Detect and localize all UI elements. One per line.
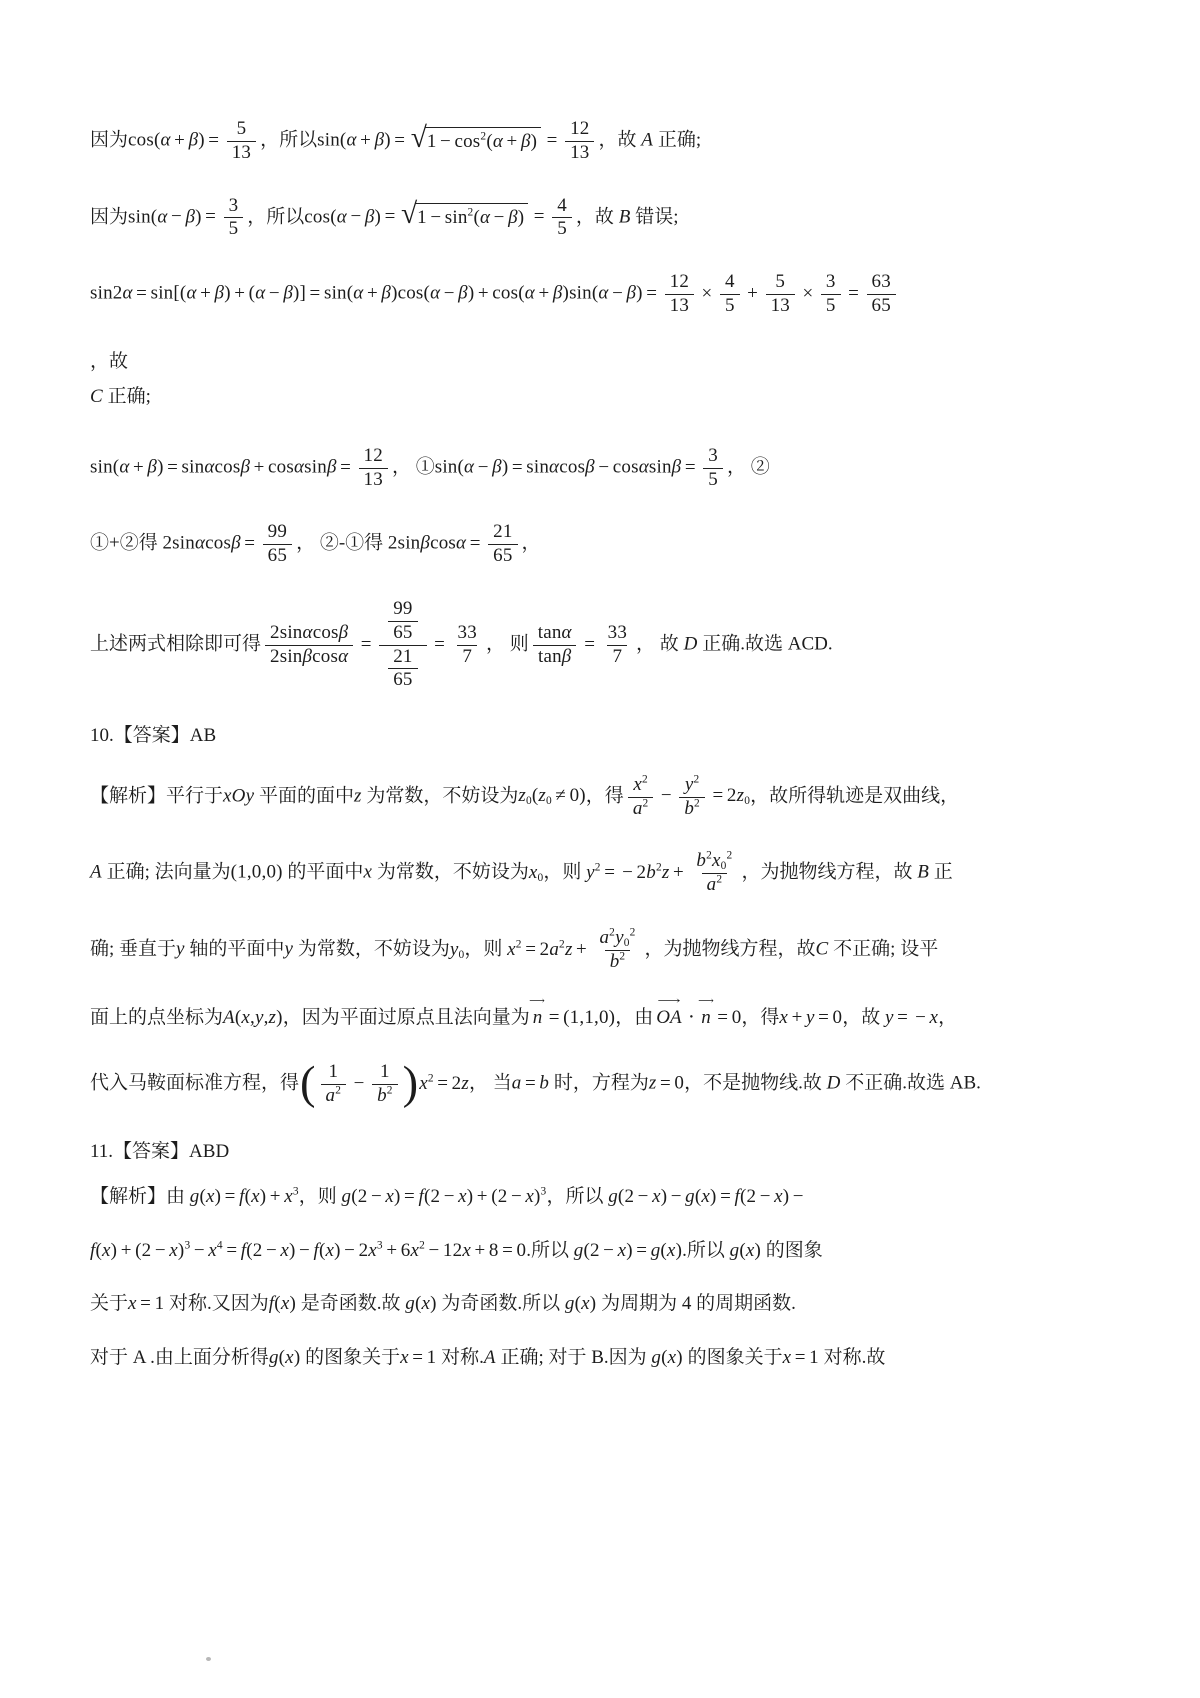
text-run: 不正确.故选 AB. xyxy=(840,1072,981,1094)
denominator xyxy=(388,621,417,645)
math-run: 4 xyxy=(724,271,735,293)
math-run: x = 1 xyxy=(128,1293,165,1315)
fraction xyxy=(628,774,654,821)
radicand xyxy=(425,127,541,154)
fraction xyxy=(533,622,577,669)
math-run: 21 xyxy=(393,645,413,667)
math-run: $x_0$ xyxy=(528,862,544,884)
text-run: 时，方程为 xyxy=(549,1072,649,1094)
math-run: 65 xyxy=(393,669,413,691)
text-run: 为常数，不妨设为 xyxy=(293,938,450,960)
text-run: 正 xyxy=(929,862,953,884)
vector-arrow: ⟶ xyxy=(657,996,681,1008)
math-run: = xyxy=(434,633,446,655)
fraction xyxy=(321,1061,347,1108)
fraction xyxy=(679,774,705,821)
line-7 xyxy=(90,521,1125,568)
numerator xyxy=(821,271,841,294)
text-run: 【解析】由 xyxy=(90,1186,190,1208)
denominator xyxy=(867,294,896,318)
fraction xyxy=(594,927,640,974)
numerator xyxy=(375,1061,395,1084)
line-12 xyxy=(90,927,1125,974)
math-run: x xyxy=(363,862,373,884)
fraction xyxy=(665,271,694,318)
denominator xyxy=(224,217,244,241)
math-run: 33 xyxy=(457,621,477,643)
math-run: cos(α + β) = xyxy=(128,129,220,151)
math-run: sin(α + β) = xyxy=(317,129,406,151)
math-run: sin(α − β) = sinαcosβ − cosαsinβ = xyxy=(434,456,696,478)
numerator xyxy=(770,271,790,294)
line-4 xyxy=(90,348,1125,376)
math-run: = xyxy=(848,282,860,304)
math-run: 2sinβcosα = xyxy=(387,533,481,555)
math-run: g(x) xyxy=(651,1346,683,1368)
fraction xyxy=(720,271,740,318)
text-run: ，所以 xyxy=(546,1186,609,1208)
text-run: 的平面中 xyxy=(282,862,364,884)
math-run: 7 xyxy=(462,645,473,667)
math-run: g(x) xyxy=(564,1293,597,1315)
math-run: g(2 − x) = g(x) xyxy=(573,1239,683,1261)
denominator xyxy=(552,217,572,241)
text-run: 为周期为 4 的周期函数. xyxy=(596,1293,796,1315)
fraction xyxy=(552,195,572,242)
denominator xyxy=(265,645,353,669)
math-run: g(x) xyxy=(268,1346,301,1368)
math-run: A xyxy=(641,129,654,151)
math-run: $x^2 = 2z$ xyxy=(419,1072,469,1094)
numerator xyxy=(224,195,244,218)
math-run: − xyxy=(353,1072,365,1094)
text-run: 对称. xyxy=(436,1346,484,1368)
numerator xyxy=(488,521,517,544)
document-body xyxy=(90,118,1125,1371)
math-run: z xyxy=(353,785,362,807)
fraction xyxy=(265,622,353,669)
math-run: g(x) xyxy=(729,1239,762,1261)
math-run: y xyxy=(176,938,185,960)
radical-sign: √ xyxy=(410,121,427,154)
text-run: 正确; xyxy=(653,129,702,151)
big-paren: ( xyxy=(300,1058,316,1110)
text-run: 错误; xyxy=(630,206,679,228)
text-run: .所以 xyxy=(682,1239,730,1261)
numerator xyxy=(680,774,705,797)
text-run: 【解析】平行于 xyxy=(90,785,224,807)
line-14 xyxy=(90,1058,1125,1110)
text-run: ①+②得 xyxy=(90,533,163,555)
text-run: ，则 xyxy=(543,862,587,884)
denominator xyxy=(720,294,740,318)
math-run: A xyxy=(483,1346,496,1368)
math-run: g(2 − x) − g(x) = f(2 − x) − xyxy=(608,1186,804,1208)
line-5 xyxy=(90,383,1125,411)
fraction xyxy=(603,622,632,669)
math-run: $b^2$ xyxy=(684,797,700,819)
text-run: 10.【答案】AB xyxy=(90,725,217,747)
line-2 xyxy=(90,195,1125,242)
line-15 xyxy=(90,1138,1125,1166)
math-run: tanβ xyxy=(537,645,572,667)
text-run: ，故 xyxy=(598,129,642,151)
math-run: 5 xyxy=(708,468,718,490)
numerator xyxy=(603,622,632,645)
math-run: 65 xyxy=(393,621,413,643)
text-run: .所以 xyxy=(526,1239,574,1261)
math-run: 4 xyxy=(557,194,567,216)
math-run: 12 xyxy=(669,271,690,293)
math-run: ⋅ xyxy=(688,1006,695,1028)
line-3 xyxy=(90,271,1125,318)
numerator xyxy=(323,1061,343,1084)
text-run: 平面的面中 xyxy=(254,785,354,807)
text-run: ，为抛物线方程，故 xyxy=(644,938,816,960)
line-1 xyxy=(90,118,1125,165)
text-run: 正确.故选 ACD. xyxy=(697,633,833,655)
text-run: 的图象 xyxy=(761,1239,823,1261)
text-run: 上述两式相除即可得 xyxy=(90,633,262,655)
math-run: $x^2$ xyxy=(633,773,648,795)
numerator xyxy=(388,646,417,669)
denominator xyxy=(703,468,723,492)
math-run: 5 xyxy=(236,118,247,139)
line-16 xyxy=(90,1183,1125,1211)
math-run: 2sinαcosβ xyxy=(270,621,349,643)
math-run: = (1,1,0) xyxy=(548,1006,616,1028)
radicand xyxy=(415,203,528,230)
denominator xyxy=(321,1084,347,1108)
numerator xyxy=(867,271,896,294)
math-run: 21 xyxy=(493,521,513,543)
math-run: f(x) xyxy=(268,1293,296,1315)
text-run: 正确; xyxy=(102,386,151,408)
math-run: $a^2$ xyxy=(632,797,649,819)
math-run: A(x,y,z) xyxy=(223,1006,283,1028)
fraction xyxy=(703,445,723,492)
line-11 xyxy=(90,850,1125,897)
denominator xyxy=(605,950,631,974)
math-run: 13 xyxy=(669,294,690,316)
text-run: 对称.故 xyxy=(818,1346,886,1368)
text-run: ，所以 xyxy=(247,206,305,228)
text-run: 为奇函数.所以 xyxy=(436,1293,565,1315)
denominator xyxy=(679,797,705,821)
text-run: ， ① xyxy=(391,456,435,478)
math-run: 1 xyxy=(380,1061,390,1083)
math-run: = $2z_0$ xyxy=(712,785,751,808)
vector-arrow: ⟶ xyxy=(529,996,546,1008)
math-run: $z_0(z_0 \ne 0)$ xyxy=(518,785,586,808)
math-run: sin2α = sin[(α + β) + (α − β)] = sin(α + β)cos(α − β) + cos(α + β)sin(α − β) = xyxy=(90,282,658,304)
line-10 xyxy=(90,774,1125,821)
text-run: ，故所得轨迹是双曲线， xyxy=(750,785,960,807)
math-run: $1 - \cos^2(\alpha + \beta)$ xyxy=(426,130,538,152)
denominator xyxy=(665,294,694,318)
math-run: $b^2$ xyxy=(377,1084,393,1106)
numerator xyxy=(628,774,653,797)
text-run: ，得 xyxy=(585,785,624,807)
text-run: ，由 xyxy=(615,1006,654,1028)
text-run: ，得 xyxy=(741,1006,780,1028)
math-run: y xyxy=(284,938,294,960)
math-run: $b^2x_0^2$ xyxy=(696,849,733,873)
math-run: $y^2$ xyxy=(684,773,700,795)
math-run: 33 xyxy=(607,621,628,643)
line-18 xyxy=(90,1290,1125,1318)
fraction xyxy=(821,271,841,318)
math-run: 2sinβcosα xyxy=(270,645,349,667)
math-run: 5 xyxy=(557,218,567,240)
text-run: ，因为平面过原点且法向量为 xyxy=(282,1006,530,1028)
text-run: 代入马鞍面标准方程，得 xyxy=(90,1072,300,1094)
vector: ⟶ n xyxy=(529,996,546,1028)
denominator xyxy=(607,645,627,669)
denominator xyxy=(457,645,477,669)
math-run: $b^2$ xyxy=(609,950,626,972)
math-run: = xyxy=(360,633,372,655)
text-run: ，不是抛物线.故 xyxy=(684,1072,827,1094)
math-run: C xyxy=(90,386,103,408)
math-run: D xyxy=(826,1072,841,1094)
fraction xyxy=(263,521,292,568)
radical-sign: √ xyxy=(400,198,418,231)
math-run: 13 xyxy=(231,141,252,163)
fraction xyxy=(565,118,594,165)
denominator xyxy=(565,141,594,165)
math-run: x = 1 xyxy=(400,1346,437,1368)
math-run: A xyxy=(90,862,102,884)
numerator xyxy=(263,521,292,544)
text-run: ，则 xyxy=(464,938,508,960)
text-run: 的图象关于 xyxy=(300,1346,401,1368)
text-run: 因为 xyxy=(90,129,129,151)
numerator xyxy=(565,118,594,141)
math-run: $g(2 - x) = f(2 - x) + (2 - x)^3$ xyxy=(341,1185,547,1208)
fraction xyxy=(488,521,517,568)
fraction xyxy=(867,271,896,318)
text-run: ， xyxy=(938,1006,958,1028)
math-run: + xyxy=(747,282,759,304)
math-run: sin(α + β) = sinαcosβ + cosαsinβ = xyxy=(90,456,352,478)
text-run: ，故 xyxy=(842,1006,886,1028)
denominator xyxy=(388,668,417,692)
numerator xyxy=(359,445,388,468)
sqrt-radical xyxy=(400,198,528,232)
text-run: ，故 xyxy=(90,350,129,372)
line-13 xyxy=(90,996,1125,1032)
math-run: 12 xyxy=(363,444,383,466)
math-run: $a^2$ xyxy=(325,1084,342,1106)
denominator xyxy=(379,645,426,693)
line-17 xyxy=(90,1237,1125,1265)
vector: ⟶ OA xyxy=(656,996,682,1028)
text-run: 的图象关于 xyxy=(682,1346,783,1368)
math-run: 5 xyxy=(228,218,239,240)
math-run: x + y = 0 xyxy=(779,1006,843,1028)
text-run: ， ②-①得 xyxy=(296,533,388,555)
math-run: = 0 xyxy=(717,1006,742,1028)
math-run: $a^2y_0^2$ xyxy=(599,926,636,949)
math-run: xOy xyxy=(223,785,255,807)
numerator xyxy=(594,927,640,950)
math-run: 99 xyxy=(267,521,288,543)
denominator xyxy=(628,797,654,821)
fraction xyxy=(388,646,417,693)
math-run: 13 xyxy=(570,141,590,163)
numerator xyxy=(232,118,252,141)
math-run: 12 xyxy=(570,118,590,139)
line-8 xyxy=(90,598,1125,692)
math-run: $g(x) = f(x) + x^3$ xyxy=(189,1185,299,1208)
math-run: y = − x xyxy=(885,1006,939,1028)
math-run: D xyxy=(683,633,698,655)
math-run: sin(α − β) = xyxy=(128,206,217,228)
math-run: g(x) xyxy=(405,1293,437,1315)
fraction xyxy=(766,271,795,318)
math-run: B xyxy=(618,206,631,228)
text-run: 为常数，不妨设为 xyxy=(372,862,529,884)
denominator xyxy=(766,294,795,318)
fraction xyxy=(453,622,482,669)
math-run: = xyxy=(546,129,558,151)
math-run: × xyxy=(701,282,713,304)
text-run: ，所以 xyxy=(260,129,318,151)
text-run: 确; 垂直于 xyxy=(90,938,177,960)
line-6 xyxy=(90,445,1125,492)
text-run: ，为抛物线方程，故 xyxy=(741,862,918,884)
fraction xyxy=(372,1061,398,1108)
math-run: C xyxy=(815,938,829,960)
math-run: 13 xyxy=(770,294,790,316)
fraction xyxy=(691,850,737,897)
math-run: 7 xyxy=(612,645,623,667)
text-run: 11.【答案】ABD xyxy=(90,1140,230,1162)
math-run: 2sinαcosβ = xyxy=(162,533,256,555)
math-run: 5 xyxy=(775,271,786,293)
fraction xyxy=(359,445,388,492)
fraction xyxy=(379,598,426,692)
denominator xyxy=(702,873,728,897)
math-run: 5 xyxy=(825,294,836,316)
sqrt-radical xyxy=(410,121,541,156)
denominator xyxy=(227,141,256,165)
text-run: 是奇函数.故 xyxy=(295,1293,406,1315)
numerator xyxy=(533,622,577,645)
text-run: 面上的点坐标为 xyxy=(90,1006,224,1028)
text-run: ， 故 xyxy=(636,633,684,655)
math-run: $a^2$ xyxy=(706,873,723,896)
numerator xyxy=(665,271,694,294)
math-run: 63 xyxy=(871,271,891,293)
text-run: ， ② xyxy=(726,456,770,478)
math-run: − xyxy=(660,785,672,807)
math-run: z = 0 xyxy=(648,1072,685,1094)
math-run: = xyxy=(533,206,545,228)
denominator xyxy=(263,544,292,568)
text-run: 不正确; 设平 xyxy=(828,938,939,960)
math-run: 65 xyxy=(871,294,891,316)
math-run: $x^2 = 2a^2z$ + xyxy=(507,938,587,960)
math-run: 3 xyxy=(825,271,836,293)
scan-artifact-dot xyxy=(206,1657,211,1661)
math-run: $f(x) + (2 - x)^3 - x^4 = f(2 - x) - f(x) - 2x^3 + 6x^2 - 12x + 8 = 0$ xyxy=(90,1239,527,1261)
math-run: 65 xyxy=(267,545,288,567)
math-run: 5 xyxy=(724,294,735,316)
denominator xyxy=(533,645,576,669)
text-run: 正确; 对于 B.因为 xyxy=(495,1346,652,1368)
numerator xyxy=(691,850,737,873)
text-run: ， xyxy=(521,533,541,555)
math-run: 65 xyxy=(493,545,513,567)
numerator xyxy=(265,622,353,645)
math-run: (1,0,0) xyxy=(230,862,283,884)
text-run: 关于 xyxy=(90,1293,129,1315)
text-run: ，则 xyxy=(298,1186,342,1208)
denominator xyxy=(488,544,517,568)
math-run: x = 1 xyxy=(782,1346,819,1368)
denominator xyxy=(372,1084,398,1108)
math-run: $y_0$ xyxy=(449,938,465,961)
numerator xyxy=(453,622,482,645)
vector-arrow: ⟶ xyxy=(698,996,714,1008)
denominator xyxy=(821,294,841,318)
text-run: 因为 xyxy=(90,206,129,228)
math-run: $y^2$ = − $2b^2z$ + xyxy=(586,861,684,884)
math-run: 1 xyxy=(328,1061,339,1083)
numerator xyxy=(720,271,740,294)
math-run: $1 - \sin^2(\alpha - \beta)$ xyxy=(417,206,525,229)
numerator xyxy=(552,195,572,218)
math-run: = xyxy=(584,633,596,655)
big-paren: ) xyxy=(402,1058,419,1110)
fraction xyxy=(224,195,244,242)
math-run: × xyxy=(802,282,814,304)
line-9 xyxy=(90,722,1125,750)
math-run: B xyxy=(917,862,930,884)
fraction xyxy=(388,598,417,645)
text-run: 为常数，不妨设为 xyxy=(361,785,519,807)
math-run: 99 xyxy=(393,598,413,620)
math-run: a = b xyxy=(511,1072,550,1094)
math-run: tanα xyxy=(537,621,572,643)
math-run: 3 xyxy=(708,444,718,466)
line-19 xyxy=(90,1344,1125,1372)
text-run: ， 则 xyxy=(485,633,529,655)
text-run: 轴的平面中 xyxy=(184,938,285,960)
text-run: ，故 xyxy=(575,206,619,228)
math-run: 3 xyxy=(228,194,239,216)
numerator xyxy=(703,445,723,468)
math-run: cos(α − β) = xyxy=(304,206,396,228)
math-run: 13 xyxy=(363,468,383,490)
numerator xyxy=(379,598,426,645)
text-run: 正确; 法向量为 xyxy=(101,862,231,884)
numerator xyxy=(388,598,417,621)
text-run: ， 当 xyxy=(468,1072,512,1094)
fraction xyxy=(227,118,256,165)
denominator xyxy=(359,468,388,492)
vector: ⟶ n xyxy=(698,996,714,1028)
text-run: 对称.又因为 xyxy=(164,1293,269,1315)
text-run: 对于 A .由上面分析得 xyxy=(90,1346,269,1368)
